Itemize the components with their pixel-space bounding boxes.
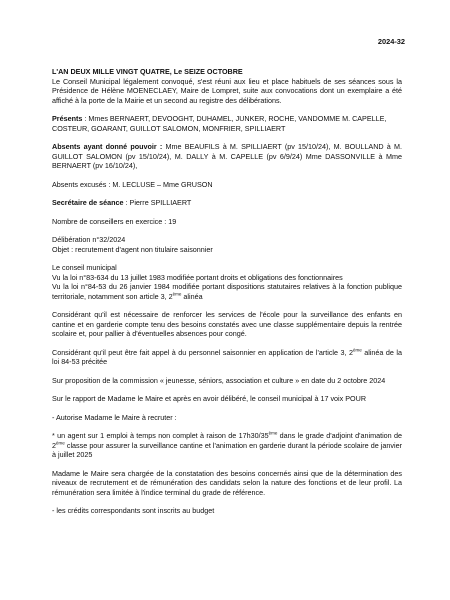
absents-pouvoir-line bbox=[52, 142, 402, 171]
vu-line-2 bbox=[52, 282, 402, 301]
agent-text-c: classe pour assurer la surveillance cantine et l'animation en garderie durant la période scolaire de janvier à juillet 2025 bbox=[52, 440, 402, 459]
document-body bbox=[52, 67, 402, 516]
absents-pouvoir-text: Mme BEAUFILS à M. SPILLIAERT (pv 15/10/24), M. BOULLAND à M. GUILLOT SALOMON (pv 15/10/24), M. DALLY à M. CAPELLE (pv 6/9/24) Mme DASSONVILLE à Mme BERNAERT (pv 16/10/24), bbox=[52, 142, 402, 170]
objet-line: Objet : recrutement d'agent non titulaire saisonnier bbox=[52, 244, 213, 254]
considerant-paragraph-1: Considérant qu'il est nécessaire de renforcer les services de l'école pour la surveillance des enfants en cantine et en garderie compte tenu des besoins constatés avec une classe supplémentaire depuis la rentrée scolaire et, pour pallier à d'éventuelles absences pour congé. bbox=[52, 310, 402, 338]
absents-pouvoir-label: Absents ayant donné pouvoir : bbox=[52, 142, 163, 151]
credits-line: - les crédits correspondants sont inscrits au budget bbox=[52, 506, 215, 515]
vu2-sup: ème bbox=[172, 291, 182, 297]
considerant-paragraph-2 bbox=[52, 348, 402, 367]
presents-text: : Mmes BERNAERT, DEVOOGHT, DUHAMEL, JUNKER, ROCHE, VANDOMME M. CAPELLE, COSTEUR, GOARANT, GUILLOT SALOMON, MONFRIER, SPILLIAERT bbox=[52, 114, 387, 133]
presents-label: Présents bbox=[52, 114, 83, 123]
considerant2-text-b: alinéa de la loi 84-53 précitée bbox=[52, 347, 402, 366]
agent-paragraph bbox=[52, 431, 402, 460]
intro-paragraph: Le Conseil Municipal légalement convoqué, s'est réuni aux lieu et place habituels de ses séances sous la Présidence de Hélène MOENECLAEY, Maire de Lompret, suite aux convocations dont un exemplaire a été affiché à la porte de la Mairie et un second au registre des délibérations. bbox=[52, 76, 402, 105]
proposition-paragraph: Sur proposition de la commission « jeunesse, séniors, association et culture » en date du 2 octobre 2024 bbox=[52, 375, 386, 385]
excuses-line: Absents excusés : M. LECLUSE – Mme GRUSON bbox=[52, 179, 213, 189]
agent-sup: ème bbox=[268, 430, 278, 436]
le-conseil-line: Le conseil municipal bbox=[52, 263, 117, 272]
madame-paragraph: Madame le Maire sera chargée de la constatation des besoins concernés ainsi que de la détermination des niveaux de recrutement et de rémunération des candidats selon la nature des fonctions et de leur profil. La rémunération sera limitée à l'indice terminal du grade de référence. bbox=[52, 468, 402, 497]
rapport-paragraph: Sur le rapport de Madame le Maire et après en avoir délibéré, le conseil municipal à 17 voix POUR bbox=[52, 394, 367, 403]
vu2-text-b: alinéa bbox=[181, 291, 203, 301]
presents-line bbox=[52, 114, 402, 133]
nombre-conseillers: Nombre de conseillers en exercice : 19 bbox=[52, 216, 177, 226]
agent-sup-2: ème bbox=[56, 440, 65, 446]
secretaire-line bbox=[52, 198, 402, 208]
secretaire-label: Secrétaire de séance bbox=[52, 198, 124, 207]
date-line: L'AN DEUX MILLE VINGT QUATRE, Le SEIZE OCTOBRE bbox=[52, 67, 243, 76]
deliberation-number: Délibération n°32/2024 bbox=[52, 235, 126, 244]
autorise-line: - Autorise Madame le Maire à recruter : bbox=[52, 412, 177, 422]
agent-text-a: * un agent sur 1 emploi à temps non complet à raison de 17h30/35 bbox=[52, 431, 269, 440]
secretaire-text: : Pierre SPILLIAERT bbox=[123, 198, 192, 207]
considerant2-sup: ème bbox=[352, 347, 362, 353]
vu2-text-a: Vu la loi n°84-53 du 26 janvier 1984 modifiée portant dispositions statutaires relatives à la fonction publique territoriale, notamment son article 3, 2 bbox=[52, 282, 402, 301]
considerant2-text-a: Considérant qu'il peut être fait appel à du personnel saisonnier en application de l'article 3, 2 bbox=[52, 347, 353, 357]
vu-line-1: Vu la loi n°83-634 du 13 juillet 1983 modifiée portant droits et obligations des fonctionnaires bbox=[52, 272, 343, 282]
agent-text-b: dans le grade d'adjoint d'animation de 2 bbox=[52, 431, 402, 450]
document-reference: 2024-32 bbox=[377, 37, 405, 46]
